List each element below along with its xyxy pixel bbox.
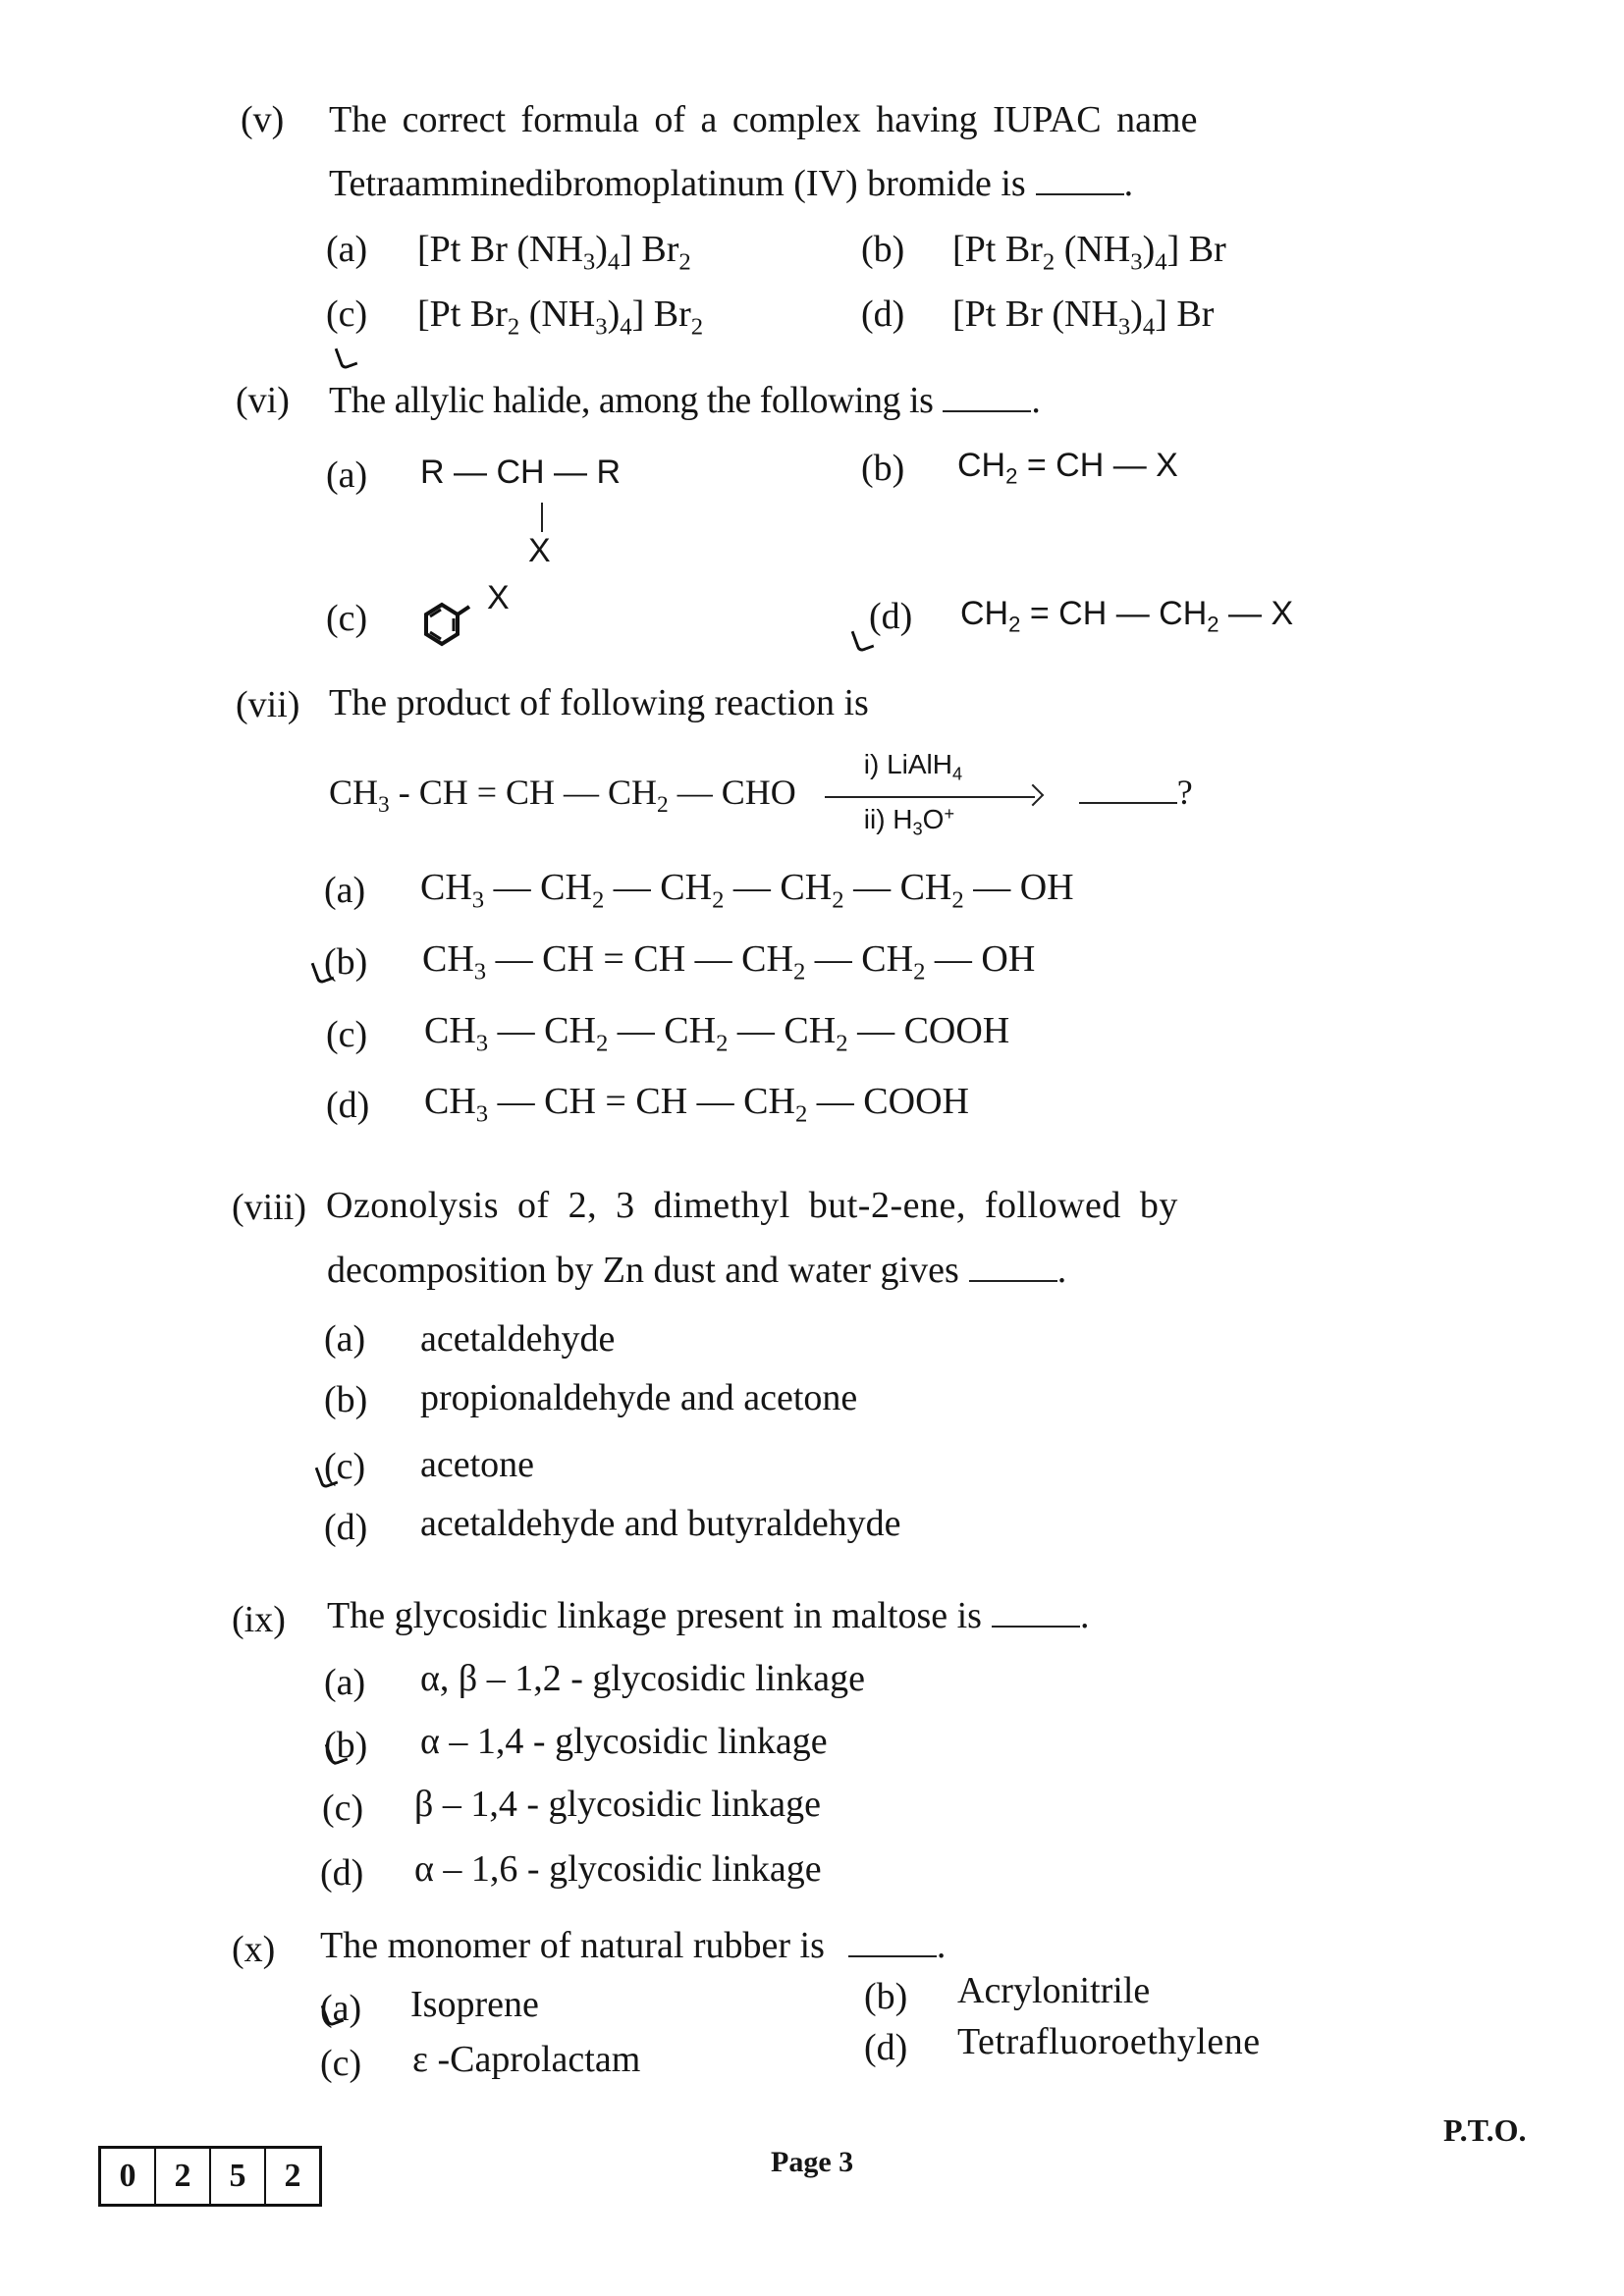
option-label: (a) — [326, 454, 368, 496]
arrow-line — [825, 796, 1035, 798]
option-c-formula: $CH_3$ — $CH_2$ — $CH_2$ — $CH_2$ — COOH — [424, 1010, 1010, 1057]
option-label: (c) — [320, 2043, 362, 2084]
option-a-structure: R — CH — R — [420, 454, 621, 491]
option-label: (b) — [861, 448, 905, 489]
reaction-equation — [329, 748, 1193, 839]
question-text: Ozonolysis of 2, 3 dimethyl but-2-ene, followed by — [326, 1185, 1178, 1226]
question-text-line2: Tetraamminedibromoplatinum (IV) bromide is . — [329, 163, 1134, 204]
paper-code-digit: 0 — [101, 2149, 156, 2204]
option-label: (c) — [324, 1446, 366, 1487]
option-label: (b) — [861, 229, 905, 270]
question-number: (vii) — [236, 684, 300, 725]
option-label: (d) — [320, 1852, 364, 1894]
option-text: acetone — [420, 1444, 535, 1485]
paper-code-digit: 2 — [156, 2149, 211, 2204]
option-label: (d) — [324, 1507, 368, 1548]
question-number: (viii) — [232, 1187, 306, 1228]
answer-blank — [992, 1598, 1080, 1628]
answer-blank — [848, 1928, 937, 1957]
question-number: (vi) — [236, 380, 290, 421]
option-label: (d) — [864, 2027, 908, 2068]
option-text: Isoprene — [410, 1984, 539, 2025]
option-label: (a) — [320, 1988, 362, 2029]
question-text-line2: decomposition by Zn dust and water gives . — [327, 1250, 1067, 1291]
option-text: Tetrafluoroethylene — [957, 2021, 1261, 2062]
reagent-below: ii) $H_3O^+$ — [863, 803, 955, 839]
option-label: (d) — [861, 294, 905, 335]
answer-blank — [1079, 774, 1177, 804]
option-text: propionaldehyde and acetone — [420, 1377, 858, 1418]
paper-code-digit: 2 — [284, 2158, 301, 2194]
question-number: (ix) — [232, 1599, 286, 1640]
question-text: The glycosidic linkage present in maltose is — [327, 1595, 982, 1636]
option-text: acetaldehyde — [420, 1318, 616, 1360]
option-label: (c) — [322, 1788, 364, 1829]
option-text: ε -Caprolactam — [412, 2039, 641, 2080]
question-text: The allylic halide, among the following is — [329, 380, 934, 421]
option-text: α – 1,4 - glycosidic linkage — [420, 1721, 828, 1762]
option-label: (b) — [324, 1379, 368, 1420]
bond-line — [541, 503, 543, 532]
option-c-formula: [Pt $Br_2$ $(NH_3)_4$] $Br_2$ — [417, 294, 704, 341]
option-text: α, β – 1,2 - glycosidic linkage — [420, 1658, 865, 1699]
benzene-substituent: X — [487, 579, 510, 616]
substituent-x: X — [528, 532, 551, 569]
question-text: The correct formula of a complex having IUPAC name — [329, 99, 1198, 140]
option-label: (a) — [324, 1318, 366, 1360]
option-b-formula: $CH_3$ — CH = CH — $CH_2$ — $CH_2$ — OH — [422, 938, 1036, 986]
question-text-content: decomposition by Zn dust and water gives — [327, 1250, 959, 1291]
option-label: (b) — [324, 941, 368, 983]
option-a-formula: $CH_3$ — $CH_2$ — $CH_2$ — $CH_2$ — $CH_2$ — OH — [420, 867, 1074, 914]
option-d-formula: $CH_3$ — CH = CH — $CH_2$ — COOH — [424, 1081, 969, 1128]
option-a-formula: [Pt Br $(NH_3)_4$] $Br_2$ — [417, 229, 691, 276]
reactant: $CH_3$ - CH = CH — $CH_2$ — CHO — [329, 773, 796, 819]
option-text: α – 1,6 - glycosidic linkage — [414, 1848, 822, 1890]
check-mark-icon — [335, 344, 358, 370]
answer-blank — [1036, 166, 1124, 195]
option-label: (a) — [326, 229, 368, 270]
question-text: The product of following reaction is — [329, 682, 869, 723]
question-number: (x) — [232, 1929, 276, 1970]
option-label: (b) — [864, 1976, 908, 2017]
question-text: The monomer of natural rubber is — [320, 1925, 825, 1966]
page-number: Page 3 — [771, 2146, 854, 2178]
option-b-structure: $CH_2$ = CH — X — [957, 447, 1178, 489]
option-label: (d) — [326, 1085, 370, 1126]
paper-code-box — [98, 2146, 322, 2207]
paper-code-digit: 5 — [211, 2149, 266, 2204]
reaction-arrow-icon — [825, 748, 1041, 839]
option-label: (c) — [326, 598, 368, 639]
reagent-above: i) LiAlH$_4$ — [863, 748, 963, 784]
option-b-formula: [Pt $Br_2$ $(NH_3)_4$] Br — [952, 229, 1226, 276]
option-d-formula: [Pt Br $(NH_3)_4$] Br — [952, 294, 1215, 341]
answer-blank — [969, 1253, 1057, 1282]
option-label: (c) — [326, 294, 368, 335]
option-label: (a) — [324, 1662, 366, 1703]
pto-label: P.T.O. — [1443, 2112, 1527, 2148]
option-text: acetaldehyde and butyraldehyde — [420, 1503, 901, 1544]
option-label: (d) — [869, 596, 913, 637]
question-text-content: Tetraamminedibromoplatinum (IV) bromide is — [329, 163, 1026, 204]
option-label: (b) — [324, 1725, 368, 1766]
option-d-structure: $CH_2$ = CH — $CH_2$ — X — [960, 595, 1294, 637]
product-placeholder: ? — [1176, 773, 1193, 812]
option-text: β – 1,4 - glycosidic linkage — [414, 1784, 822, 1825]
arrow-head — [1021, 783, 1044, 806]
question-text-line: The monomer of natural rubber is . — [320, 1925, 947, 1966]
question-text-line: The allylic halide, among the following is . — [329, 380, 1041, 421]
option-label: (a) — [324, 870, 366, 911]
question-number: (v) — [241, 99, 285, 140]
question-text-line: The glycosidic linkage present in maltose is . — [327, 1595, 1090, 1636]
option-label: (c) — [326, 1014, 368, 1055]
option-text: Acrylonitrile — [957, 1970, 1151, 2011]
answer-blank — [943, 383, 1031, 412]
